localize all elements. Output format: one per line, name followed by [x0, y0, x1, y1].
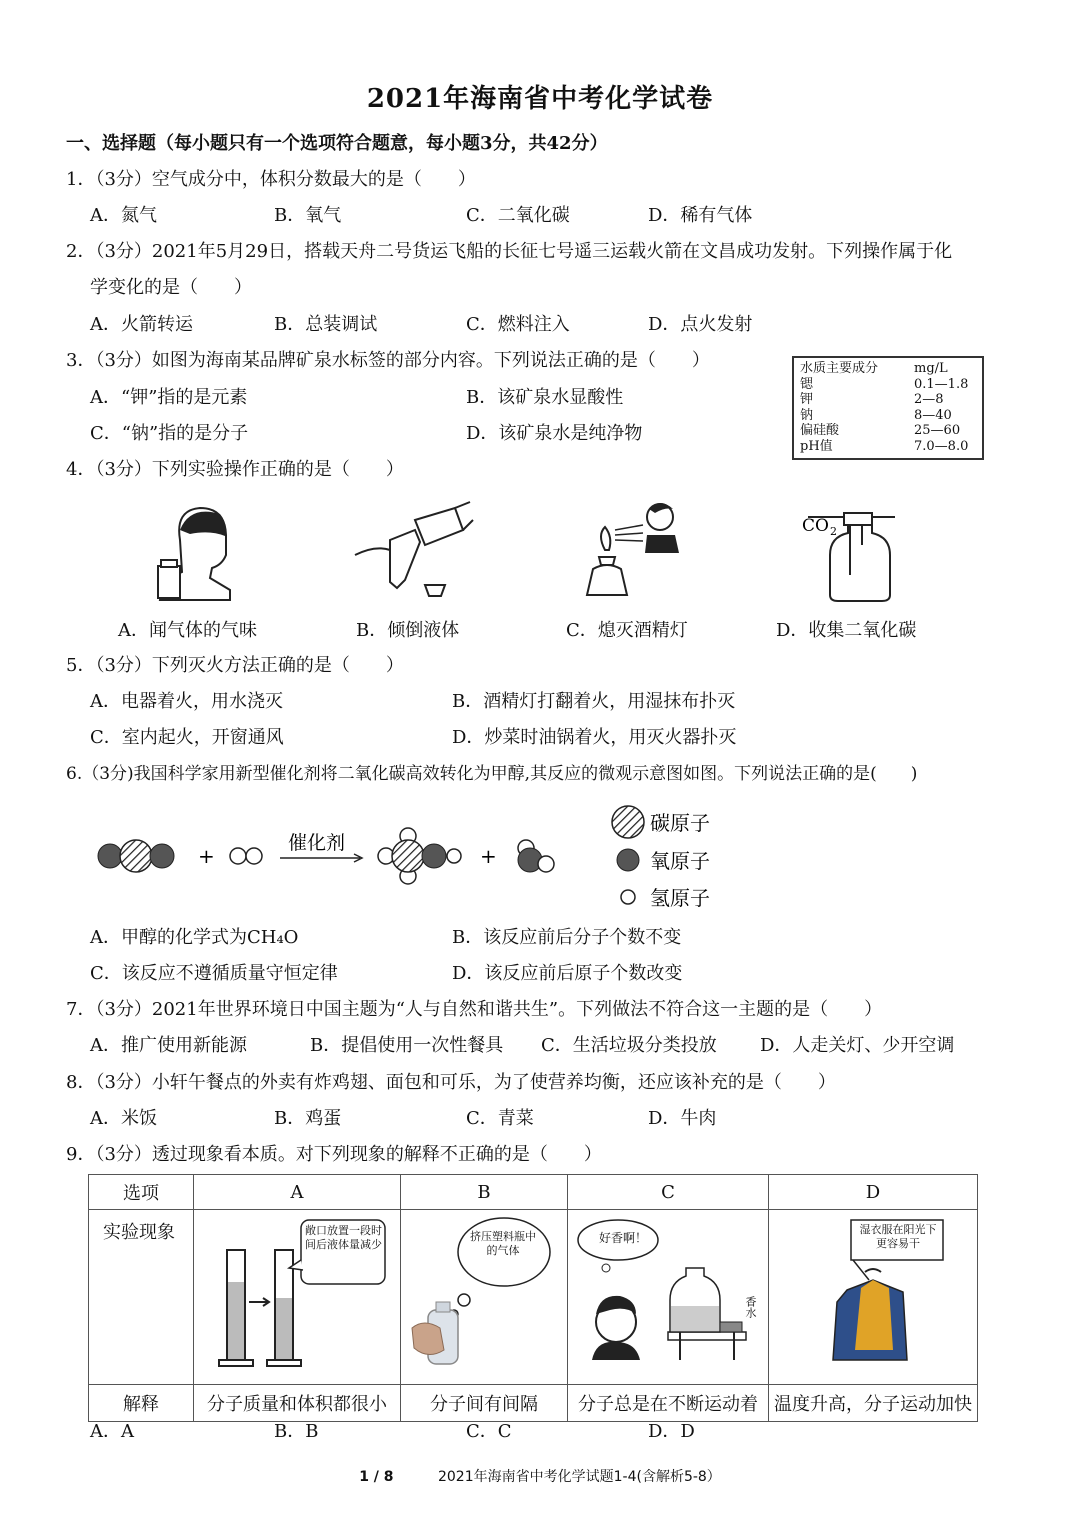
label-header-name: 水质主要成分: [800, 361, 879, 376]
q7-option-c: C．生活垃圾分类投放: [541, 1035, 717, 1056]
label-row: [800, 423, 976, 439]
co2-subscript: 2: [830, 525, 837, 538]
header-b: B: [401, 1175, 568, 1210]
footer-text: 2021年海南省中考化学试题1-4(含解析5-8）: [437, 1469, 721, 1485]
cylinders-illustration: [197, 1210, 397, 1370]
cell-a-image: [194, 1210, 401, 1385]
q7-stem: 7．（3分）2021年世界环境日中国主题为“人与自然和谐共生”。下列做法不符合这一主题的是（ ）: [66, 999, 883, 1020]
q9-option-c: C．C: [466, 1421, 512, 1442]
header-option: 选项: [89, 1175, 194, 1210]
q9-option-d: D．D: [648, 1421, 695, 1442]
q1-option-a: A．氮气: [90, 205, 157, 226]
smell-gas-illustration: [150, 500, 240, 605]
q5-option-c: C．室内起火，开窗通风: [90, 727, 284, 748]
label-name: 偏硅酸: [800, 423, 840, 438]
explain-b: 分子间有间隔: [401, 1385, 568, 1422]
perfume-illustration: [570, 1210, 766, 1370]
label-header-unit: mg/L: [914, 361, 948, 376]
header-c: C: [568, 1175, 769, 1210]
legend-hydrogen: 氢原子: [650, 886, 710, 910]
pour-liquid-illustration: [345, 500, 475, 605]
plus-sign: +: [480, 844, 497, 868]
label-row: [800, 392, 976, 408]
oxygen-legend-icon: [617, 849, 639, 871]
q8-option-c: C．青菜: [466, 1108, 534, 1129]
q6-option-b: B．该反应前后分子个数不变: [452, 927, 682, 948]
label-header-row: [800, 361, 976, 377]
q3-stem: 3．（3分）如图为海南某品牌矿泉水标签的部分内容。下列说法正确的是（ ）: [66, 350, 710, 371]
q7-option-d: D．人走关灯、少开空调: [760, 1035, 955, 1056]
reaction-diagram: [90, 800, 990, 915]
label-row: [800, 439, 976, 455]
q9-stem: 9．（3分）透过现象看本质。对下列现象的解释不正确的是（ ）: [66, 1144, 602, 1165]
q1-option-b: B．氧气: [274, 205, 342, 226]
q3-option-b: B．该矿泉水显酸性: [466, 387, 624, 408]
q2-option-c: C．燃料注入: [466, 314, 570, 335]
q2-stem-cont: 学变化的是（ ）: [90, 277, 252, 298]
co2-molecule: [98, 840, 174, 872]
q7-option-b: B．提倡使用一次性餐具: [310, 1035, 504, 1056]
perfume-label: 香水: [744, 1296, 757, 1318]
drying-clothes-illustration: [773, 1210, 973, 1370]
q7-option-a: A．推广使用新能源: [90, 1035, 247, 1056]
q4-option-c: C．熄灭酒精灯: [566, 620, 688, 641]
q8-option-a: A．米饭: [90, 1108, 157, 1129]
legend-oxygen: 氧原子: [650, 849, 710, 873]
co2-label: CO: [802, 516, 829, 536]
explain-d: 温度升高，分子运动加快: [769, 1385, 978, 1422]
page-footer: [0, 1466, 1080, 1486]
q5-option-a: A．电器着火，用水浇灭: [90, 691, 283, 712]
q1-option-c: C．二氧化碳: [466, 205, 570, 226]
label-value: 2—8: [914, 392, 944, 407]
label-value: 25—60: [914, 423, 961, 438]
explain-a: 分子质量和体积都很小: [194, 1385, 401, 1422]
section-heading: 一、选择题（每小题只有一个选项符合题意，每小题3分，共42分）: [66, 133, 608, 154]
label-value: 7.0—8.0: [914, 438, 969, 454]
label-name: 锶: [800, 376, 814, 392]
q8-option-b: B．鸡蛋: [274, 1108, 342, 1129]
page-title: 2021年海南省中考化学试卷: [366, 84, 714, 114]
q4-option-a: A．闻气体的气味: [118, 620, 257, 641]
label-name: 钠: [800, 407, 814, 423]
row-phenomenon-label: 实验现象: [89, 1210, 194, 1385]
h2-molecule: [230, 848, 262, 864]
bubble-d: 湿衣服在阳光下更容易干: [859, 1223, 937, 1250]
q2-stem: 2．（3分）2021年5月29日，搭载天舟二号货运飞船的长征七号遥三运载火箭在文昌成功发射。下列操作属于化: [66, 241, 953, 262]
q1-option-d: D．稀有气体: [648, 205, 753, 226]
q6-option-d: D．该反应前后原子个数改变: [452, 963, 683, 984]
bubble-a: 敞口放置一段时间后液体量减少: [305, 1224, 382, 1251]
water-molecule: [518, 840, 554, 872]
q5-option-d: D．炒菜时油锅着火，用灭火器扑灭: [452, 727, 737, 748]
extinguish-lamp-illustration: [575, 495, 685, 605]
q9-option-a: A．A: [90, 1421, 134, 1442]
cell-b-image: [401, 1210, 568, 1385]
hydrogen-legend-icon: [621, 890, 635, 904]
carbon-legend-icon: [612, 806, 644, 838]
q8-stem: 8．（3分）小轩午餐点的外卖有炸鸡翅、面包和可乐，为了使营养均衡，还应该补充的是（ ）: [66, 1072, 836, 1093]
q2-option-a: A．火箭转运: [90, 314, 193, 335]
label-name: pH值: [800, 438, 833, 454]
collect-co2-illustration: [800, 505, 910, 605]
q3-option-a: A．“钾”指的是元素: [90, 387, 248, 408]
bubble-c: 好香啊！: [598, 1231, 647, 1245]
label-row: [800, 408, 976, 424]
water-label-table: [792, 356, 984, 460]
cell-c-image: [568, 1210, 769, 1385]
q5-option-b: B．酒精灯打翻着火，用湿抹布扑灭: [452, 691, 736, 712]
row-explain-label: 解释: [89, 1385, 194, 1422]
q5-stem: 5．（3分）下列灭火方法正确的是（ ）: [66, 655, 404, 676]
q3-option-c: C．“钠”指的是分子: [90, 423, 249, 444]
plus-sign: +: [198, 844, 215, 868]
q4-option-d: D．收集二氧化碳: [776, 620, 917, 641]
q4-stem: 4．（3分）下列实验操作正确的是（ ）: [66, 459, 404, 480]
catalyst-label: 催化剂: [288, 832, 346, 854]
q6-stem: 6.（3分)我国科学家用新型催化剂将二氧化碳高效转化为甲醇,其反应的微观示意图如图。下列说法正确的是( ): [66, 764, 918, 784]
page-number: 1 / 8: [359, 1469, 394, 1485]
cell-d-image: [769, 1210, 978, 1385]
header-a: A: [194, 1175, 401, 1210]
q4-option-b: B．倾倒液体: [356, 620, 460, 641]
q9-table: [88, 1174, 978, 1422]
q9-option-b: B．B: [274, 1421, 319, 1442]
q3-option-d: D．该矿泉水是纯净物: [466, 423, 643, 444]
q6-option-a: A．甲醇的化学式为CH₄O: [90, 927, 299, 948]
bubble-b: 挤压塑料瓶中的气体: [470, 1230, 536, 1257]
label-row: [800, 377, 976, 393]
q1-stem: 1．（3分）空气成分中，体积分数最大的是（ ）: [66, 169, 476, 190]
q2-option-d: D．点火发射: [648, 314, 753, 335]
q2-option-b: B．总装调试: [274, 314, 378, 335]
q6-option-c: C．该反应不遵循质量守恒定律: [90, 963, 338, 984]
explain-c: 分子总是在不断运动着: [568, 1385, 769, 1422]
header-d: D: [769, 1175, 978, 1210]
methanol-molecule: [378, 828, 461, 884]
legend-carbon: 碳原子: [650, 811, 710, 835]
label-value: 0.1—1.8: [914, 376, 969, 392]
q8-option-d: D．牛肉: [648, 1108, 717, 1129]
bottle-illustration: [404, 1210, 564, 1370]
label-value: 8—40: [914, 407, 952, 423]
label-name: 钾: [800, 392, 814, 407]
